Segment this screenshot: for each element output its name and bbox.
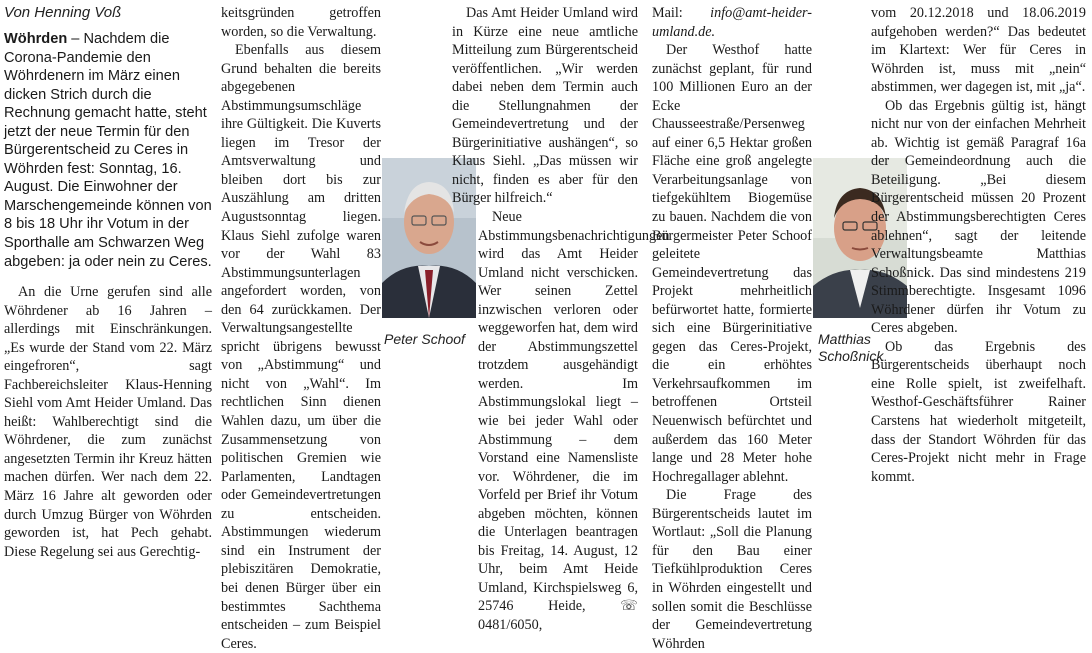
paragraph: Neue Abstimmungsbenachrichtigungen wird das Amt Heider Umland nicht verschicken. Wer seinen Zettel inzwischen verloren oder weggeworfen hat, dem wird der Abstimmungszettel trotzdem ausgehändigt werden. Im Abstimmungslokal liegt – wie bei jeder Wahl oder Abstimmung – dem Vorstand eine Namensliste vor. Wöhrdener, die im Vorfeld per Brief ihr Votum abgeben möchten, können die Unterlagen beantragen bis Freitag, 14. August, 12 Uhr, beim Amt Heide Umland, Kirchspielsweg 6, 25746 Heide, ☏ 0481/6050, <box>478 209 670 634</box>
photo-caption-schoof: Peter Schoof <box>384 331 465 347</box>
paragraph: Die Frage des Bürgerentscheids lautet im Wortlaut: „Soll die Planung für den Bau einer Tiefkühlproduktion Ceres in Wöhrden eingestellt und sollen somit die Beschlüsse der Gemeindevertretung Wöhrden <box>652 487 812 652</box>
email-address: info@amt-heider-umland.de. <box>652 5 812 40</box>
mail-label: Mail: <box>652 5 711 21</box>
paragraph: keitsgründen getroffen worden, so die Verwaltung. <box>221 5 381 40</box>
column-3-body <box>478 208 670 635</box>
paragraph: Ob das Ergebnis gültig ist, hängt nicht nur von der einfachen Mehrheit ab. Wichtig ist gemäß Paragraf 16a der Gemeindeordnung auch die Beteiligung. „Bei diesem Bürgerentscheid müssen 20 Prozent der Abstimmungsberechtigten Ceres ablehnen“, sagt der leitende Verwaltungsbeamte Matthias Schoßnick. Das sind mindestens 219 Stimmberechtigte. Insgesamt 1096 Wöhrdener dürfen ihr Votum zu Ceres abgeben. <box>871 97 1086 337</box>
paragraph: An die Urne gerufen sind alle Wöhrdener ab 16 Jahren – allerdings mit Einschränkungen. „Es wurde der Stand vom 22. März eingefroren“, sagt Fachbereichsleiter Klaus-Henning Siehl vom Amt Heider Umland. Das heißt: Wahlberechtigt sind die Wöhrdener, die zum zunächst angesetzten Termin ihr Kreuz hätten machen dürfen. Wer nach dem 22. März 16 Jahre alt geworden oder durch Umzug Bürger von Wöhrden geworden ist, hat Pech gehabt. Diese Regelung sei aus Gerechtig- <box>4 284 212 560</box>
paragraph: vom 20.12.2018 und 18.06.2019 aufgehoben werden?“ Das bedeutet im Klartext: Wer für Ceres in Wöhrden ist, muss mit „nein“ abstimmen, wer dagegen ist, mit „ja“. <box>871 5 1086 96</box>
column-2 <box>221 4 381 653</box>
paragraph: Ob das Ergebnis des Bürgerentscheids überhaupt noch eine Rolle spielt, ist zweifelhaft. Westhof-Geschäftsführer Rainer Carstens hat wiederholt mitgeteilt, dass der Standort Wöhrden für das Ceres-Projekt nicht mehr in Frage kommt. <box>871 338 1086 485</box>
lead-paragraph <box>4 30 212 271</box>
column-5 <box>871 4 1086 486</box>
dateline: Wöhrden <box>4 31 68 47</box>
column-3 <box>452 4 638 208</box>
column-4 <box>652 4 812 653</box>
column-1-body <box>4 283 212 561</box>
paragraph: Der Westhof hatte zunächst geplant, für rund 100 Millionen Euro an der Ecke Chausseestraße/Persenweg auf einer 6,5 Hektar großen Fläche eine groß angelegte Verarbeitungsanlage von tiefgekühltem Biogemüse zu bauen. Nachdem die von Bürgermeister Peter Schoof geleitete Gemeindevertretung das Projekt mehrheitlich befürwortet hatte, formierte sich eine Bürgerinitiative gegen das Ceres-Projekt, die ein erhöhtes Verkehrsaufkommen im betroffenen Ortsteil Neuenwisch befürchtet und außerdem das 160 Meter lange und 28 Meter hohe Hochregallager ablehnt. <box>652 42 812 485</box>
column-1 <box>4 4 212 271</box>
caption-text: Matthias Schoßnick <box>818 331 884 364</box>
paragraph <box>652 4 812 41</box>
paragraph: Ebenfalls aus diesem Grund behalten die bereits abgegebenen Abstimmungsumschläge ihre Gültigkeit. Die Kuverts liegen im Tresor der Amtsverwaltung und bleiben dort bis zur Auszählung am dritten Augustsonntag liegen. Klaus Siehl zufolge waren vor der Wahl 83 Abstimmungsunterlagen angefordert worden, von den 64 zurückkamen. Der Verwaltungsangestellte spricht übrigens bewusst von „Abstimmung“ und nicht von „Wahl“. Im rechtlichen Sinn dienen Wahlen dazu, um über die Zusammensetzung von politischen Gremien wie Parlamenten, Landtagen oder Gemeindevertretungen zu entscheiden. Abstimmungen wiederum sind ein Instrument der plebiszitären Demokratie, bei denen Bürger über ein bestimmtes Sachthema entscheiden – zum Beispiel Ceres. <box>221 42 381 652</box>
paragraph: Das Amt Heider Umland wird in Kürze eine neue amtliche Mitteilung zum Bürgerentscheid veröffentlichen. „Wir werden dabei neben dem Termin auch die Stellungnahmen der Gemeindevertretung und der Bürgerinitiative aushängen“, so Klaus Siehl. „Das müssen wir nicht, finden es aber für den Bürger hilfreich.“ <box>452 5 638 207</box>
lead-text: – Nachdem die Corona-Pandemie den Wöhrdenern im März einen dicken Strich durch die Rechnung gemacht hatte, steht jetzt der neue Termin für den Bürgerentscheid zu Ceres in Wöhrden fest: Sonntag, 16. August. Die Einwohner der Marschengemeinde können von 8 bis 18 Uhr ihr Votum in der Sporthalle am Schwarzen Weg abgeben: ja oder nein zu Ceres. <box>4 31 212 270</box>
byline: Von Henning Voß <box>4 4 122 21</box>
